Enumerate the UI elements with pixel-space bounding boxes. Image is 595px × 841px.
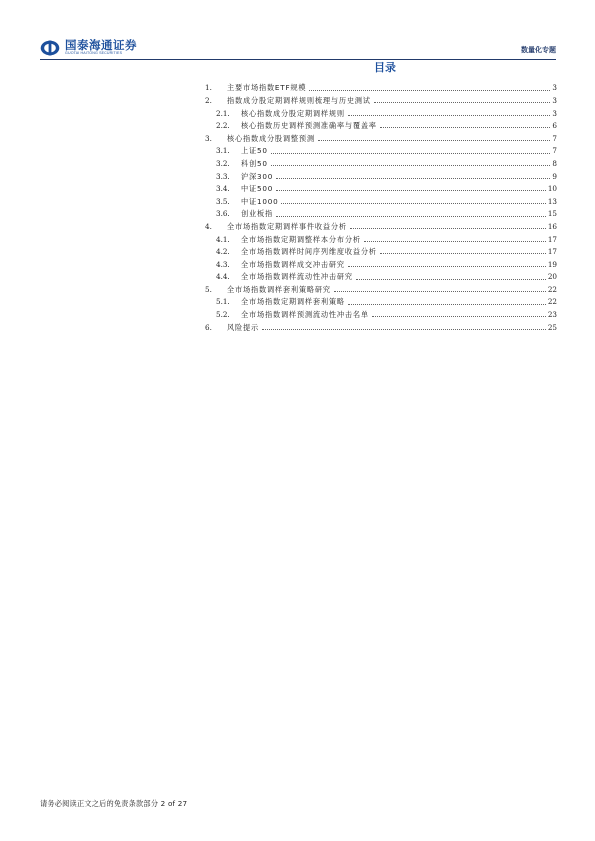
toc-entry[interactable] [205,129,557,142]
toc-entry-label: 全市场指数调样预测流动性冲击名单 [241,310,369,320]
page-header [40,38,556,60]
toc-dot-leader [380,252,546,254]
toc-entry[interactable] [205,79,557,92]
toc-entry-page: 10 [547,184,557,194]
toc-entry-page: 6 [552,121,557,131]
toc-dot-leader [318,139,551,141]
toc-entry-page: 9 [552,171,557,181]
toc-dot-leader [380,126,551,128]
toc-entry-page: 20 [547,272,557,282]
company-logo [40,38,137,58]
toc-dot-leader [348,114,551,116]
toc-entry-page: 17 [547,247,557,257]
toc-entry[interactable] [205,180,557,193]
toc-entry-number: 3.1. [216,146,230,156]
toc-entry-page: 7 [552,146,557,156]
toc-entry-label: 全市场指数调样流动性冲击研究 [241,272,353,282]
toc-dot-leader [374,101,551,103]
toc-entry-page: 13 [547,196,557,206]
toc-entry-label: 全市场指数定期调样套利策略 [241,297,345,307]
toc-entry[interactable] [205,268,557,281]
toc-entry-page: 3 [552,108,557,118]
toc-entry[interactable] [205,218,557,231]
toc-entry-page: 22 [547,297,557,307]
toc-dot-leader [372,315,546,317]
toc-entry-label: 指数成分股定期调样规则梳理与历史测试 [227,95,371,105]
toc-entry-page: 8 [552,158,557,168]
report-type-label: 数量化专题 [521,46,556,54]
toc-entry-label: 核心指数成分股定期调样规则 [241,108,345,118]
toc-entry-page: 16 [547,221,557,231]
toc-entry-page: 19 [547,259,557,269]
toc-entry[interactable] [205,255,557,268]
toc-entry[interactable] [205,155,557,168]
toc-entry-number: 2.2. [216,121,230,131]
toc-entry-number: 5.2. [216,310,230,320]
toc-entry-label: 核心指数成分股调整预测 [227,133,315,143]
toc-entry-label: 科创50 [241,158,268,168]
toc-dot-leader [348,303,546,305]
toc-entry[interactable] [205,142,557,155]
toc-entry-label: 沪深300 [241,171,274,181]
toc-dot-leader [356,278,546,280]
toc-dot-leader [348,265,546,267]
toc-entry-number: 3. [205,133,212,143]
toc-entry[interactable] [205,92,557,105]
toc-entry[interactable] [205,192,557,205]
toc-entry-label: 全市场指数定期调样事件收益分析 [227,221,347,231]
toc-entry-page: 3 [552,83,557,93]
table-of-contents [205,79,557,331]
toc-entry[interactable] [205,318,557,331]
toc-entry[interactable] [205,306,557,319]
toc-entry-label: 中证1000 [241,196,279,206]
toc-entry-number: 5. [205,284,212,294]
toc-entry-number: 3.3. [216,171,230,181]
toc-entry-number: 3.2. [216,158,230,168]
toc-entry-label: 主要市场指数ETF规模 [227,83,307,93]
toc-dot-leader [276,177,550,179]
toc-entry-label: 全市场指数调样成交冲击研究 [241,259,345,269]
toc-entry-label: 全市场指数调样时间序列维度收益分析 [241,247,377,257]
toc-entry[interactable] [205,104,557,117]
toc-entry-number: 4.3. [216,259,230,269]
toc-entry-page: 23 [547,310,557,320]
toc-entry-number: 3.5. [216,196,230,206]
toc-entry-number: 6. [205,322,212,332]
toc-dot-leader [276,215,546,217]
toc-entry-number: 4.2. [216,247,230,257]
toc-entry-number: 5.1. [216,297,230,307]
toc-dot-leader [364,240,546,242]
toc-entry[interactable] [205,117,557,130]
toc-entry[interactable] [205,293,557,306]
toc-entry[interactable] [205,230,557,243]
toc-entry-page: 15 [547,209,557,219]
toc-entry-number: 2.1. [216,108,230,118]
toc-entry-page: 7 [552,133,557,143]
toc-dot-leader [262,328,546,330]
disclaimer-footer: 请务必阅读正文之后的免责条款部分 2 of 27 [40,799,188,808]
toc-entry-label: 全市场指数定期调整样本分布分析 [241,234,361,244]
toc-entry[interactable] [205,243,557,256]
toc-dot-leader [281,202,545,204]
toc-entry-label: 中证500 [241,184,274,194]
toc-entry[interactable] [205,281,557,294]
toc-entry-number: 2. [205,95,212,105]
toc-entry-label: 全市场指数调样套利策略研究 [227,284,331,294]
toc-dot-leader [271,164,551,166]
toc-entry-number: 3.4. [216,184,230,194]
toc-dot-leader [271,152,551,154]
toc-dot-leader [334,290,546,292]
toc-dot-leader [276,189,546,191]
toc-entry-page: 22 [547,284,557,294]
toc-entry-label: 核心指数历史调样预测准确率与覆盖率 [241,121,377,131]
toc-entry-page: 17 [547,234,557,244]
toc-entry-label: 创业板指 [241,209,273,219]
toc-dot-leader [350,227,546,229]
logo-emblem-icon [40,40,60,56]
toc-entry-number: 4.4. [216,272,230,282]
toc-entry-number: 3.6. [216,209,230,219]
toc-entry[interactable] [205,205,557,218]
toc-entry-label: 上证50 [241,146,268,156]
toc-entry-number: 1. [205,83,212,93]
toc-entry-page: 25 [547,322,557,332]
logo-name-cn: 国泰海通证券 [65,37,137,52]
toc-dot-leader [309,89,550,91]
logo-name-en: GUOTAI HAITONG SECURITIES [65,51,123,56]
toc-title: 目录 [374,61,396,74]
header-divider [40,59,556,60]
toc-entry-number: 4.1. [216,234,230,244]
toc-entry-page: 3 [552,95,557,105]
toc-entry-label: 风险提示 [227,322,259,332]
toc-entry-number: 4. [205,221,212,231]
toc-entry[interactable] [205,167,557,180]
